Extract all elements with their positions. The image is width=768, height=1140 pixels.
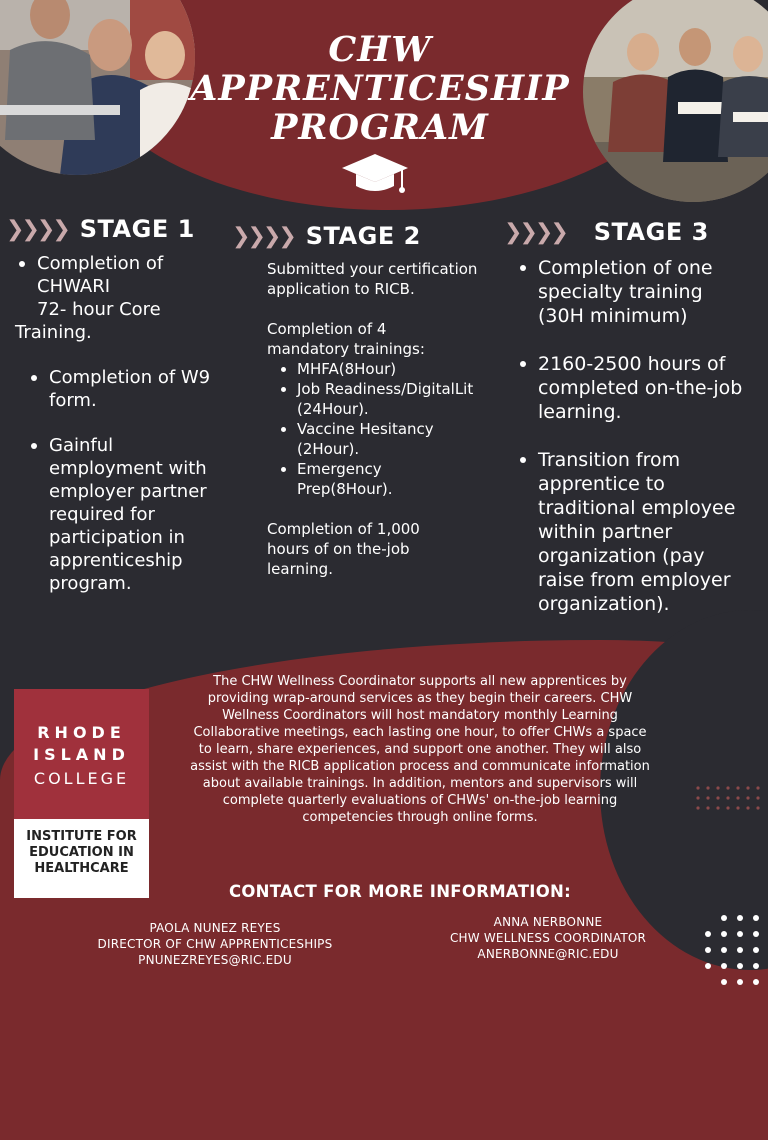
logo-red-block <box>14 689 149 819</box>
contact-2-role: CHW WELLNESS COORDINATOR <box>449 931 647 945</box>
title-line-1: CHW <box>328 29 432 70</box>
stage-3-header <box>504 218 709 246</box>
contact-1-email[interactable]: PNUNEZREYES@RIC.EDU <box>138 953 292 967</box>
training-item: Emergency Prep(8Hour). <box>267 459 437 499</box>
contact-person-1 <box>70 920 360 968</box>
stage-2-title: STAGE 2 <box>305 222 421 250</box>
photo-students-outdoor <box>583 0 768 202</box>
stage-3-bullet-1: Completion of one specialty training (30H minimum) <box>516 256 738 328</box>
stage-2-header <box>232 222 421 250</box>
logo-line-1: RHODE <box>37 723 126 742</box>
contact-1-name: PAOLA NUNEZ REYES <box>149 921 281 935</box>
stage-1-header <box>6 215 195 243</box>
wellness-coordinator-description: The CHW Wellness Coordinator supports all new apprentices by providing wrap-around services as they begin their careers. CHW Wellness Coordinators will host mandatory monthly Learning Collaborative meetings, each lasting one hour, to offer CHWs a space to learn, share experiences, and support one another. They will also assist with the RICB application process and communicate information about available trainings. In addition, mentors and supervisors will complete quarterly evaluations of CHWs' on-the-job learning competencies through online forms. <box>190 674 650 825</box>
decorative-dot-grid <box>694 784 768 814</box>
stage-2-hours: Completion of 1,000 hours of on the-job learning. <box>267 520 420 578</box>
stage-1-title: STAGE 1 <box>79 215 195 243</box>
title-line-3: PROGRAM <box>271 107 489 148</box>
stage-1-bullet-2: Completion of W9 form. <box>27 366 240 412</box>
stage-1-bullet-3: Gainful employment with employer partner required for participation in apprenticeship program. <box>27 434 231 595</box>
double-chevron-icon: ❯ ❯ ❯ ❯ <box>504 219 569 245</box>
rhode-island-college-logo <box>14 689 149 898</box>
stage-1-bullet-1: Completion of CHWARI 72- hour Core <box>15 252 240 321</box>
double-chevron-icon: ❯ ❯ ❯ ❯ <box>6 216 71 242</box>
stage-3-content <box>516 256 761 616</box>
contact-2-email[interactable]: ANERBONNE@RIC.EDU <box>477 947 619 961</box>
training-item: Job Readiness/DigitalLit (24Hour). <box>267 379 487 419</box>
stage-2-trainings-head: Completion of 4 mandatory trainings: <box>267 320 425 358</box>
stage-2-intro: Submitted your certification application to RICB. <box>267 260 478 298</box>
double-chevron-icon: ❯ ❯ ❯ ❯ <box>232 223 297 249</box>
contact-2-name: ANNA NERBONNE <box>493 915 603 929</box>
title-line-2: APPRENTICESHIP <box>190 68 570 109</box>
stage-3-bullet-2: 2160-2500 hours of completed on-the-job learning. <box>516 352 748 424</box>
stage-3-bullet-3: Transition from apprentice to traditional employee within partner organization (pay raise from employer organization). <box>516 448 750 616</box>
stage-1-bullet-1-wrap: Training. <box>15 322 92 343</box>
training-item: MHFA(8Hour) <box>267 359 492 379</box>
logo-line-2: ISLAND <box>33 745 130 764</box>
institute-name: INSTITUTE FOR EDUCATION IN HEALTHCARE <box>26 829 137 876</box>
stage-1-content <box>15 252 240 595</box>
decorative-dot-grid <box>694 912 768 994</box>
program-title <box>150 30 610 147</box>
stage-3-title: STAGE 3 <box>593 218 709 246</box>
logo-line-3: COLLEGE <box>33 769 130 788</box>
training-item: Vaccine Hesitancy (2Hour). <box>267 419 477 459</box>
contact-1-role: DIRECTOR OF CHW APPRENTICESHIPS <box>97 937 333 951</box>
contact-heading: CONTACT FOR MORE INFORMATION: <box>228 882 572 901</box>
contact-person-2 <box>418 914 678 962</box>
graduation-cap-icon <box>340 150 410 204</box>
stage-2-content <box>267 259 492 579</box>
